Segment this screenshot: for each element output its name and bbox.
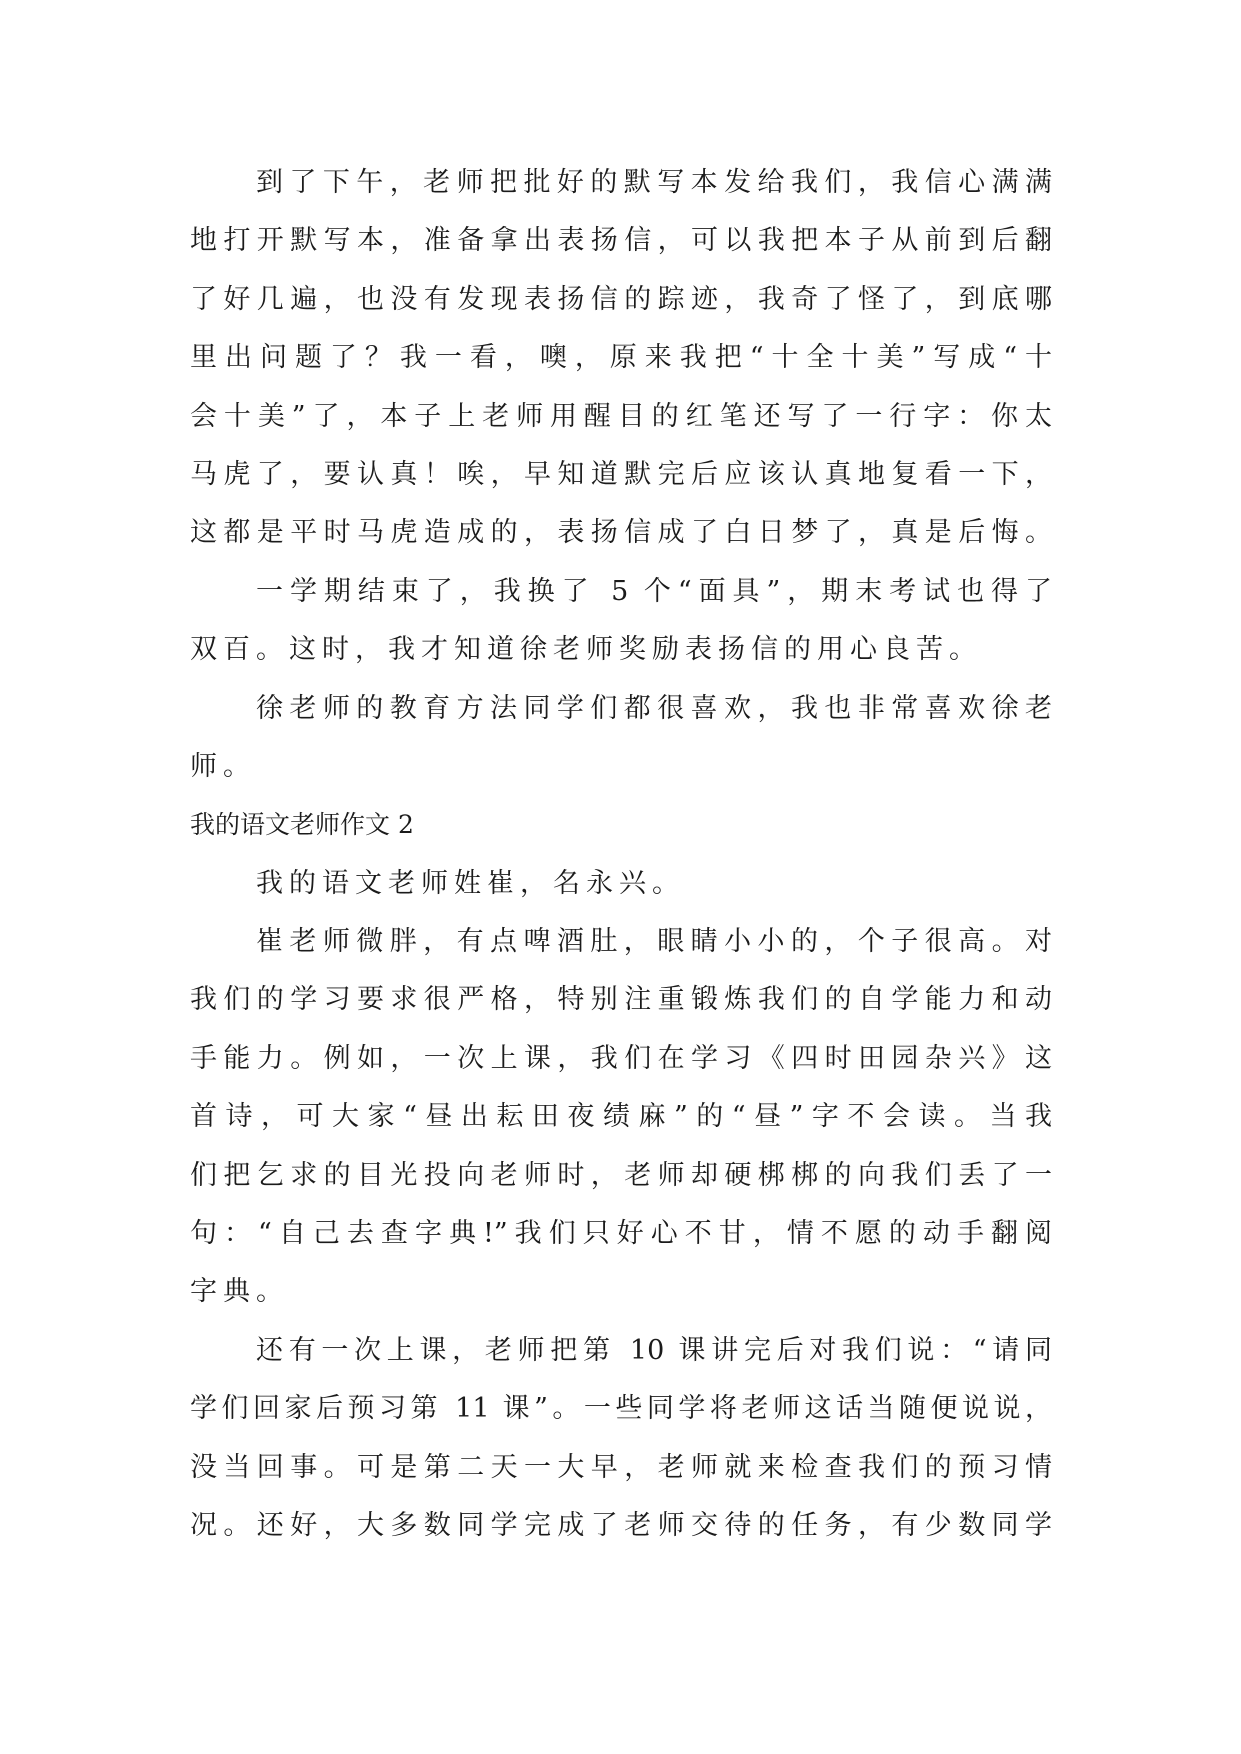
text-line: 首诗，可大家“昼出耘田夜绩麻”的“昼”字不会读。当我 xyxy=(190,1101,1052,1133)
text-line: 徐老师的教育方法同学们都很喜欢，我也非常喜欢徐老 xyxy=(256,692,1052,724)
text-line: 会十美”了，本子上老师用醒目的红笔还写了一行字：你太 xyxy=(190,400,1052,432)
paragraph xyxy=(190,680,1052,797)
text-line: 了好几遍，也没有发现表扬信的踪迹，我奇了怪了，到底哪 xyxy=(190,283,1052,315)
text-line: 学们回家后预习第 11 课”。一些同学将老师这话当随便说说， xyxy=(190,1393,1052,1425)
text-line: 里出问题了？我一看，噢，原来我把“十全十美”写成“十 xyxy=(190,342,1052,374)
text-line: 句：“自己去查字典!”我们只好心不甘，情不愿的动手翻阅 xyxy=(190,1218,1052,1250)
text-line: 到了下午，老师把批好的默写本发给我们，我信心满满 xyxy=(256,167,1052,198)
paragraph xyxy=(190,563,1052,680)
text-line: 字典。 xyxy=(190,1276,289,1308)
text-line: 崔老师微胖，有点啤酒肚，眼睛小小的，个子很高。对 xyxy=(256,926,1052,958)
text-line: 师。 xyxy=(190,750,256,782)
paragraph xyxy=(190,1322,1052,1556)
document-page xyxy=(190,154,1052,1555)
text-line: 这都是平时马虎造成的，表扬信成了白日梦了，真是后悔。 xyxy=(190,517,1052,549)
text-line: 马虎了，要认真！唉，早知道默完后应该认真地复看一下， xyxy=(190,458,1052,490)
text-line: 还有一次上课，老师把第 10 课讲完后对我们说：“请同 xyxy=(256,1334,1052,1366)
text-line: 没当回事。可是第二天一大早，老师就来检查我们的预习情 xyxy=(190,1451,1052,1483)
text-line: 一学期结束了，我换了 5 个“面具”，期末考试也得了 xyxy=(256,575,1052,607)
text-line: 手能力。例如，一次上课，我们在学习《四时田园杂兴》这 xyxy=(190,1042,1052,1074)
paragraph xyxy=(190,154,1052,563)
essay-title: 我的语文老师作文 2 xyxy=(190,810,414,840)
text-line: 况。还好，大多数同学完成了老师交待的任务，有少数同学 xyxy=(190,1509,1052,1541)
text-line: 们把乞求的目光投向老师时，老师却硬梆梆的向我们丢了一 xyxy=(190,1159,1052,1191)
paragraph xyxy=(190,913,1052,1322)
text-line: 地打开默写本，准备拿出表扬信，可以我把本子从前到后翻 xyxy=(190,225,1052,257)
text-line: 我的语文老师姓崔，名永兴。 xyxy=(256,867,685,899)
text-line: 我们的学习要求很严格，特别注重锻炼我们的自学能力和动 xyxy=(190,984,1052,1016)
paragraph xyxy=(190,855,1052,913)
text-line: 双百。这时，我才知道徐老师奖励表扬信的用心良苦。 xyxy=(190,634,982,666)
